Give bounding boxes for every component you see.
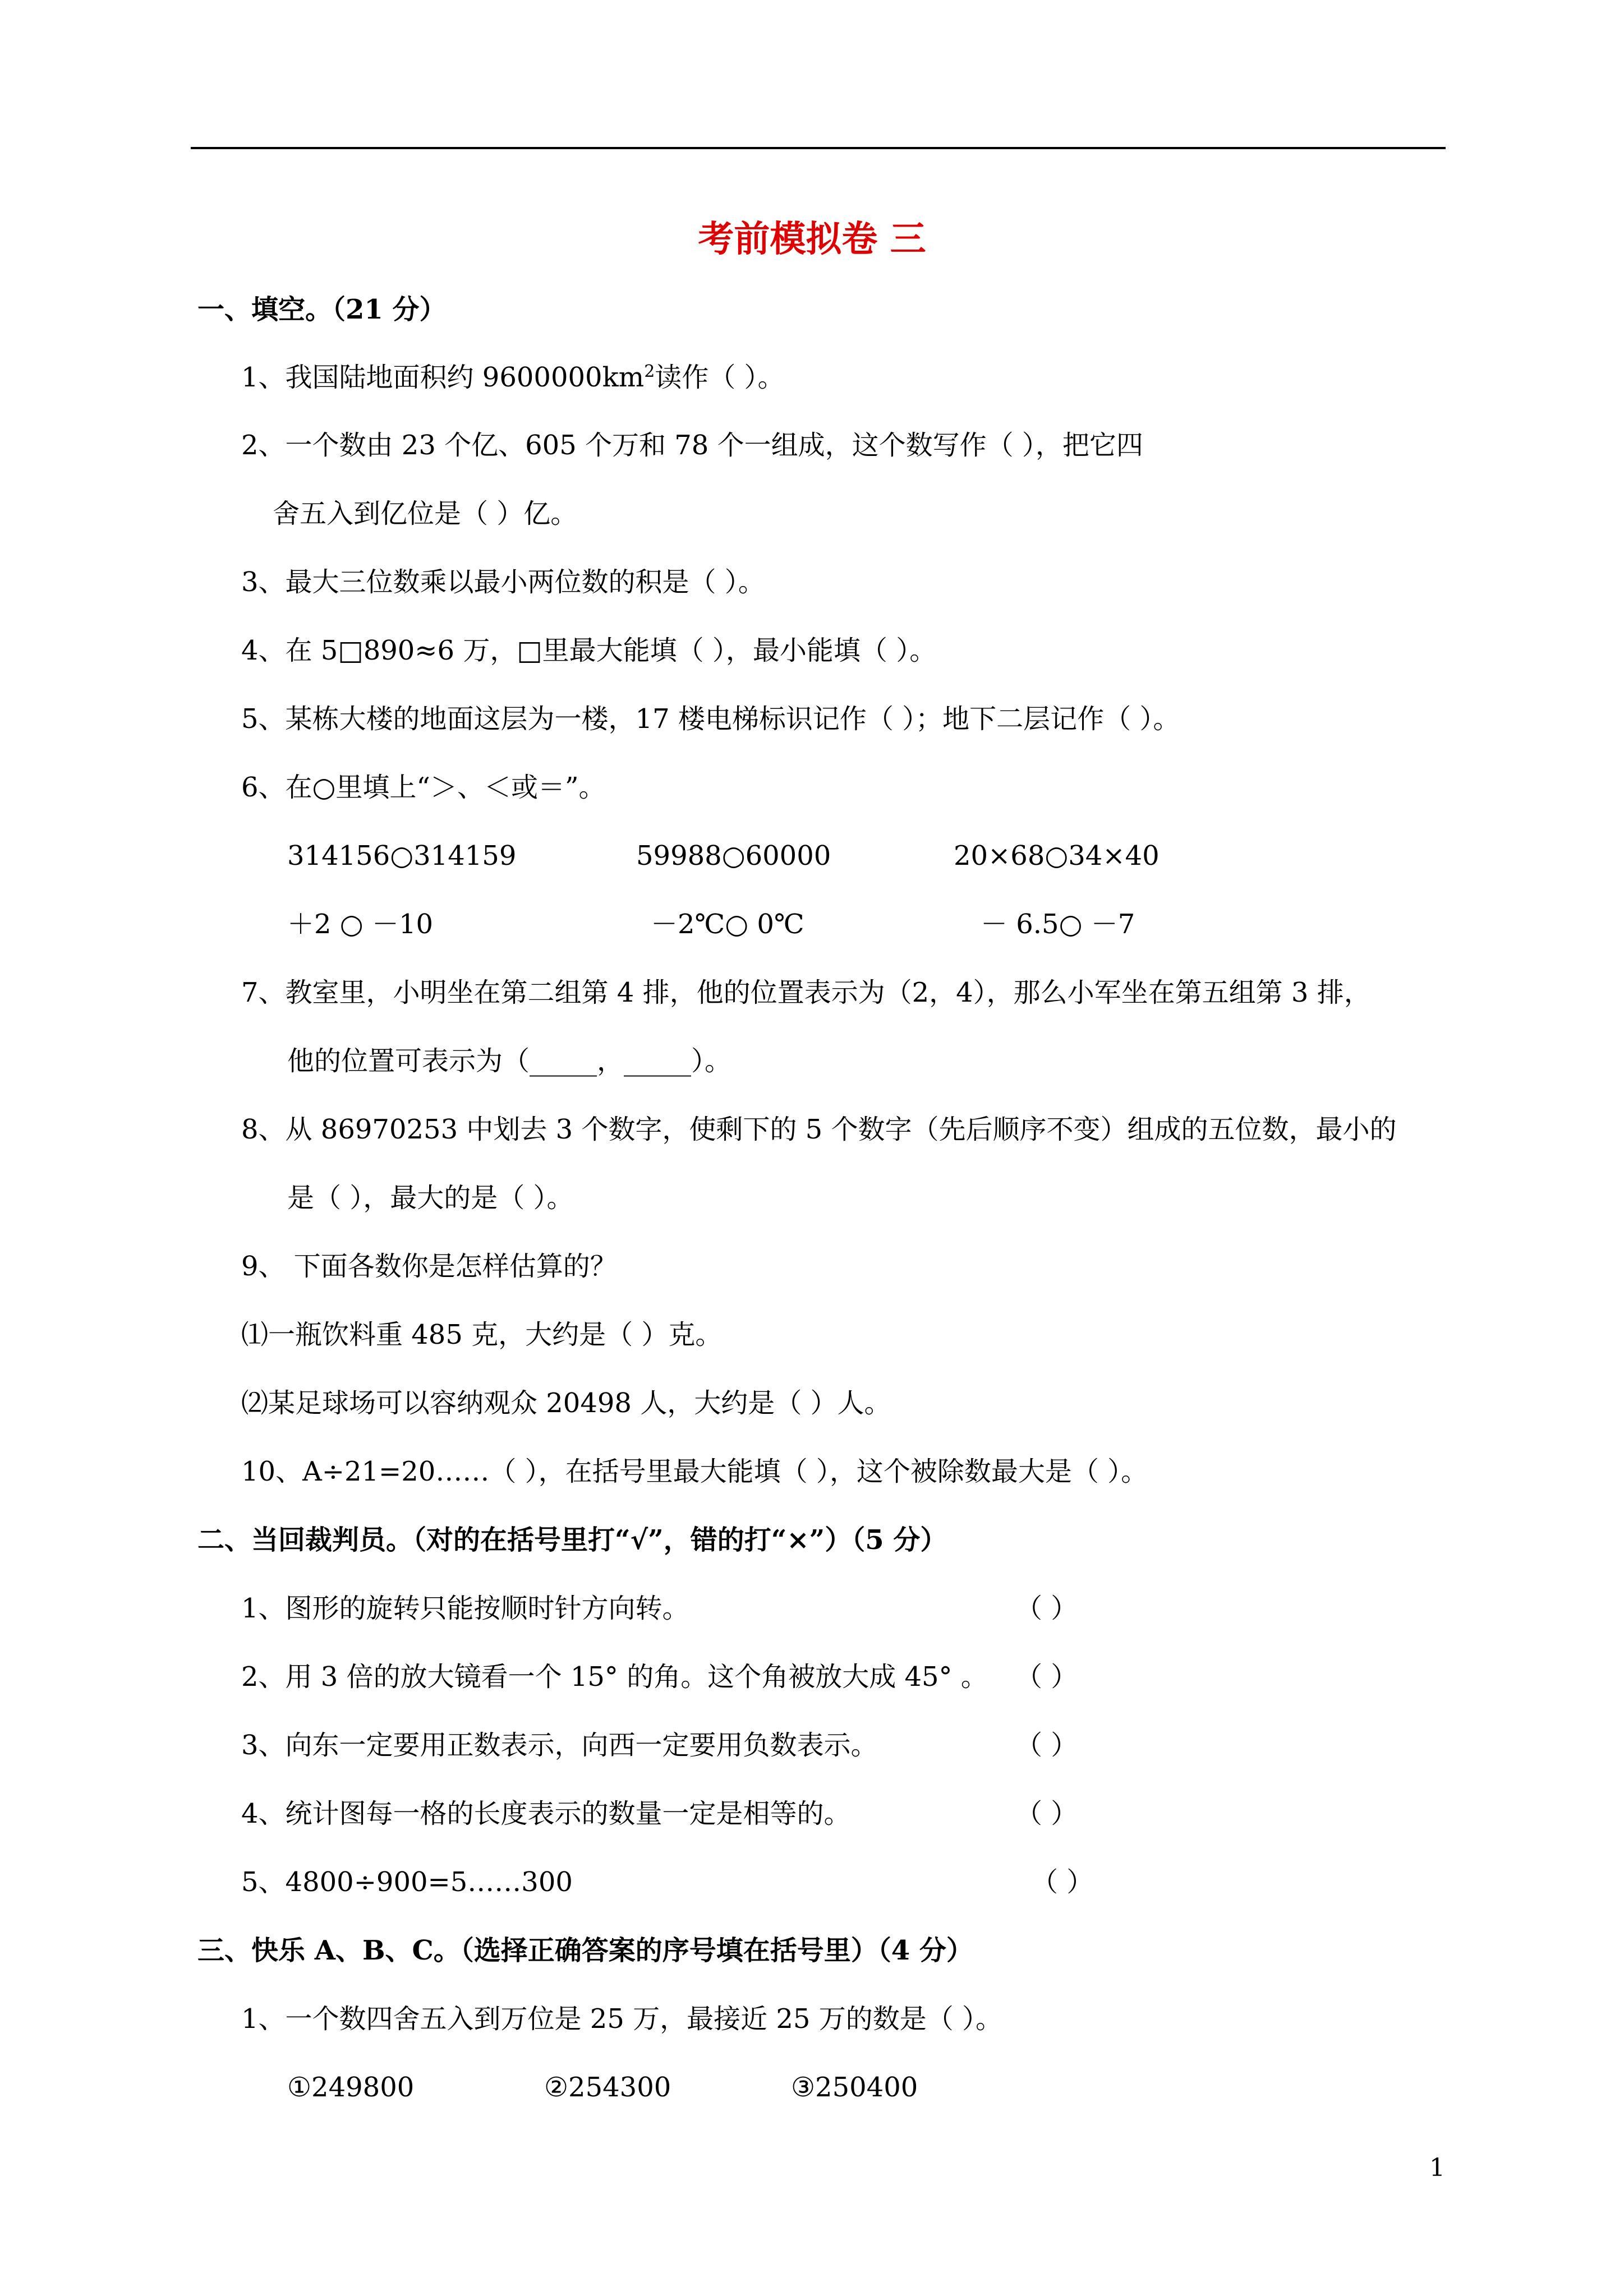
compare-item: 20×68○34×40 xyxy=(954,840,1160,872)
question-1-6: 6、在○里填上“＞、＜或＝”。 xyxy=(241,772,606,803)
judge-question-2: 2、用 3 倍的放大镜看一个 15° 的角。这个角被放大成 45° 。 xyxy=(241,1661,988,1693)
judge-question-4: 4、统计图每一格的长度表示的数量一定是相等的。 xyxy=(241,1798,851,1829)
judge-bracket: （ ） xyxy=(1015,1661,1078,1693)
question-1-9-b: ⑵某足球场可以容纳观众 20498 人，大约是（ ）人。 xyxy=(241,1387,891,1419)
question-1-3: 3、最大三位数乘以最小两位数的积是（ ）。 xyxy=(241,566,765,598)
question-1-2-cont: 舍五入到亿位是（ ）亿。 xyxy=(273,498,578,529)
compare-item: －2℃○ 0℃ xyxy=(651,909,804,940)
question-1-9-a: ⑴一瓶饮料重 485 克，大约是（ ）克。 xyxy=(241,1319,723,1350)
question-1-8-cont: 是（ ），最大的是（ ）。 xyxy=(287,1182,574,1214)
question-1-10: 10、A÷21=20……（ ），在括号里最大能填（ ），这个被除数最大是（ ）。 xyxy=(241,1456,1148,1487)
choice-option-3: ③250400 xyxy=(791,2072,918,2103)
question-1-5: 5、某栋大楼的地面这层为一楼，17 楼电梯标识记作（ ）；地下二层记作（ ）。 xyxy=(241,703,1180,735)
page-number: 1 xyxy=(1429,2154,1445,2182)
section-heading-1: 一、填空。（21 分） xyxy=(197,294,447,325)
header-rule xyxy=(191,147,1446,149)
compare-item: 314156○314159 xyxy=(287,840,517,872)
compare-item: － 6.5○ －7 xyxy=(981,909,1135,940)
judge-bracket: （ ） xyxy=(1031,1866,1094,1898)
question-1-8: 8、从 86970253 中划去 3 个数字，使剩下的 5 个数字（先后顺序不变）组成的五位数，最小的 xyxy=(241,1114,1397,1145)
question-1-7-cont: 他的位置可表示为（_____，_____）。 xyxy=(287,1045,732,1077)
compare-item: ＋2 ○ －10 xyxy=(287,909,434,940)
choice-option-2: ②254300 xyxy=(544,2072,671,2103)
choice-question-1: 1、一个数四舍五入到万位是 25 万，最接近 25 万的数是（ ）。 xyxy=(241,2003,1002,2035)
judge-bracket: （ ） xyxy=(1015,1798,1078,1829)
question-1-2: 2、一个数由 23 个亿、605 个万和 78 个一组成，这个数写作（ ），把它四 xyxy=(241,430,1143,461)
judge-bracket: （ ） xyxy=(1015,1730,1078,1761)
judge-question-5: 5、4800÷900=5……300 xyxy=(241,1866,573,1898)
question-1-7: 7、教室里，小明坐在第二组第 4 排，他的位置表示为（2，4），那么小军坐在第五组第 3 排， xyxy=(241,977,1371,1008)
judge-question-3: 3、向东一定要用正数表示，向西一定要用负数表示。 xyxy=(241,1730,878,1761)
section-heading-2: 二、当回裁判员。（对的在括号里打“√”，错的打“×”）（5 分） xyxy=(197,1524,947,1556)
question-1-9: 9、 下面各数你是怎样估算的？ xyxy=(241,1251,617,1282)
judge-question-1: 1、图形的旋转只能按顺时针方向转。 xyxy=(241,1593,689,1624)
compare-item: 59988○60000 xyxy=(636,840,831,872)
section-heading-3: 三、快乐 A、B、C。（选择正确答案的序号填在括号里）（4 分） xyxy=(197,1935,973,1966)
question-1-1: 1、我国陆地面积约 $9600000km^2$读作（ ）。 xyxy=(241,362,785,393)
choice-option-1: ①249800 xyxy=(287,2072,415,2103)
judge-bracket: （ ） xyxy=(1015,1593,1078,1624)
question-1-4: 4、在 5□890≈6 万，□里最大能填（ ），最小能填（ ）。 xyxy=(241,635,937,666)
page-title: 考前模拟卷 三 xyxy=(698,218,926,260)
